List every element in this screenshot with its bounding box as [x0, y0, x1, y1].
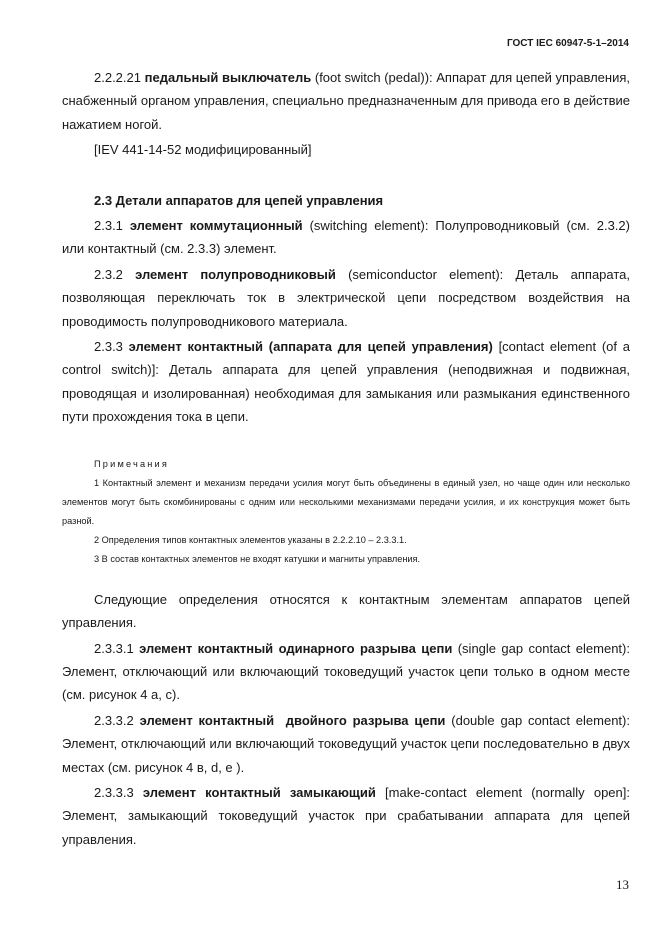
definition-2-3-3: [62, 335, 630, 429]
definition-2-3-3-2: [62, 709, 630, 779]
definition-text: [make-contact element (normally open]: Элемент, замыкающий токоведущий участок при срабатывании аппарата для цепей управления.: [62, 784, 630, 847]
note-2: 2 Определения типов контактных элементов указаны в 2.2.2.10 – 2.3.3.1.: [94, 534, 407, 545]
definition-text: (single gap contact element): Элемент, отключающий или включающий токоведущий участок цепи только в одном месте (см. рисунок 4 a, c).: [62, 640, 630, 703]
definition-text: (switching element): Полупроводниковый (см. 2.3.2) или контактный (см. 2.3.3) элемент.: [62, 218, 630, 257]
clause-number: 2.3.3.1: [94, 640, 134, 656]
document-body: [62, 66, 630, 851]
clause-number: 2.3.1: [94, 218, 123, 234]
definition-2-3-2: [62, 263, 630, 333]
reference: [IEV 441-14-52 модифицированный]: [94, 142, 312, 158]
clause-number: 2.3.3: [94, 339, 123, 355]
notes-block: [62, 455, 630, 569]
term: элемент коммутационный: [129, 218, 303, 234]
definition-2-3-3-3: [62, 781, 630, 851]
clause-number: 2.3.2: [94, 266, 123, 282]
clause-number: 2.2.2.21: [94, 70, 141, 85]
document-header: ГОСТ IEC 60947-5-1–2014: [506, 38, 629, 49]
section-heading: 2.3 Детали аппаратов для цепей управления: [94, 192, 384, 208]
term: элемент контактный замыкающий: [142, 784, 376, 800]
term: элемент контактный (аппарата для цепей управления): [128, 339, 493, 355]
page-number: 13: [616, 877, 629, 892]
definition-text: [contact element (of a control switch)]: Деталь аппарата для цепей управления (неподвижная и подвижная, проводящая и изолированная) необходимая для замыкания или размыкания единственного пути прохождения тока в цепи.: [62, 339, 630, 425]
term: элемент полупроводниковый: [135, 266, 336, 282]
definition-text: (double gap contact element): Элемент, отключающий или включающий токоведущий участок цепи последовательно в двух местах (см. рисунок 4 в, d, e ).: [62, 712, 630, 775]
notes-title: Примечания: [94, 458, 170, 469]
definition-2-3-3-1: [62, 637, 630, 707]
definition-2-3-1: [62, 214, 630, 261]
intro-paragraph: Следующие определения относятся к контактным элементам аппаратов цепей управления.: [62, 591, 630, 631]
definition-2-2-2-21: [62, 66, 630, 136]
clause-number: 2.3.3.3: [94, 784, 134, 800]
definition-text: (foot switch (pedal)): Аппарат для цепей управления, снабженный органом управления, специально предназначенным для привода его в действие нажатием ногой.: [62, 70, 630, 132]
note-3: 3 В состав контактных элементов не входят катушки и магниты управления.: [94, 553, 421, 564]
clause-number: 2.3.3.2: [94, 712, 134, 728]
note-1: 1 Контактный элемент и механизм передачи усилия могут быть объединены в единый узел, но чаще один или несколько элементов могут быть скомбинированы с одним или несколькими механизмами передачи усилия, и их конструкция может быть разной.: [62, 477, 630, 526]
term: педальный выключатель: [144, 70, 312, 85]
definition-text: (semiconductor element): Деталь аппарата, позволяющая переключать ток в электрической цепи посредством воздействия на проводимость полупроводникового материала.: [62, 266, 630, 329]
term: элемент контактный одинарного разрыва цепи: [139, 640, 453, 656]
term: элемент контактный двойного разрыва цепи: [139, 712, 446, 728]
